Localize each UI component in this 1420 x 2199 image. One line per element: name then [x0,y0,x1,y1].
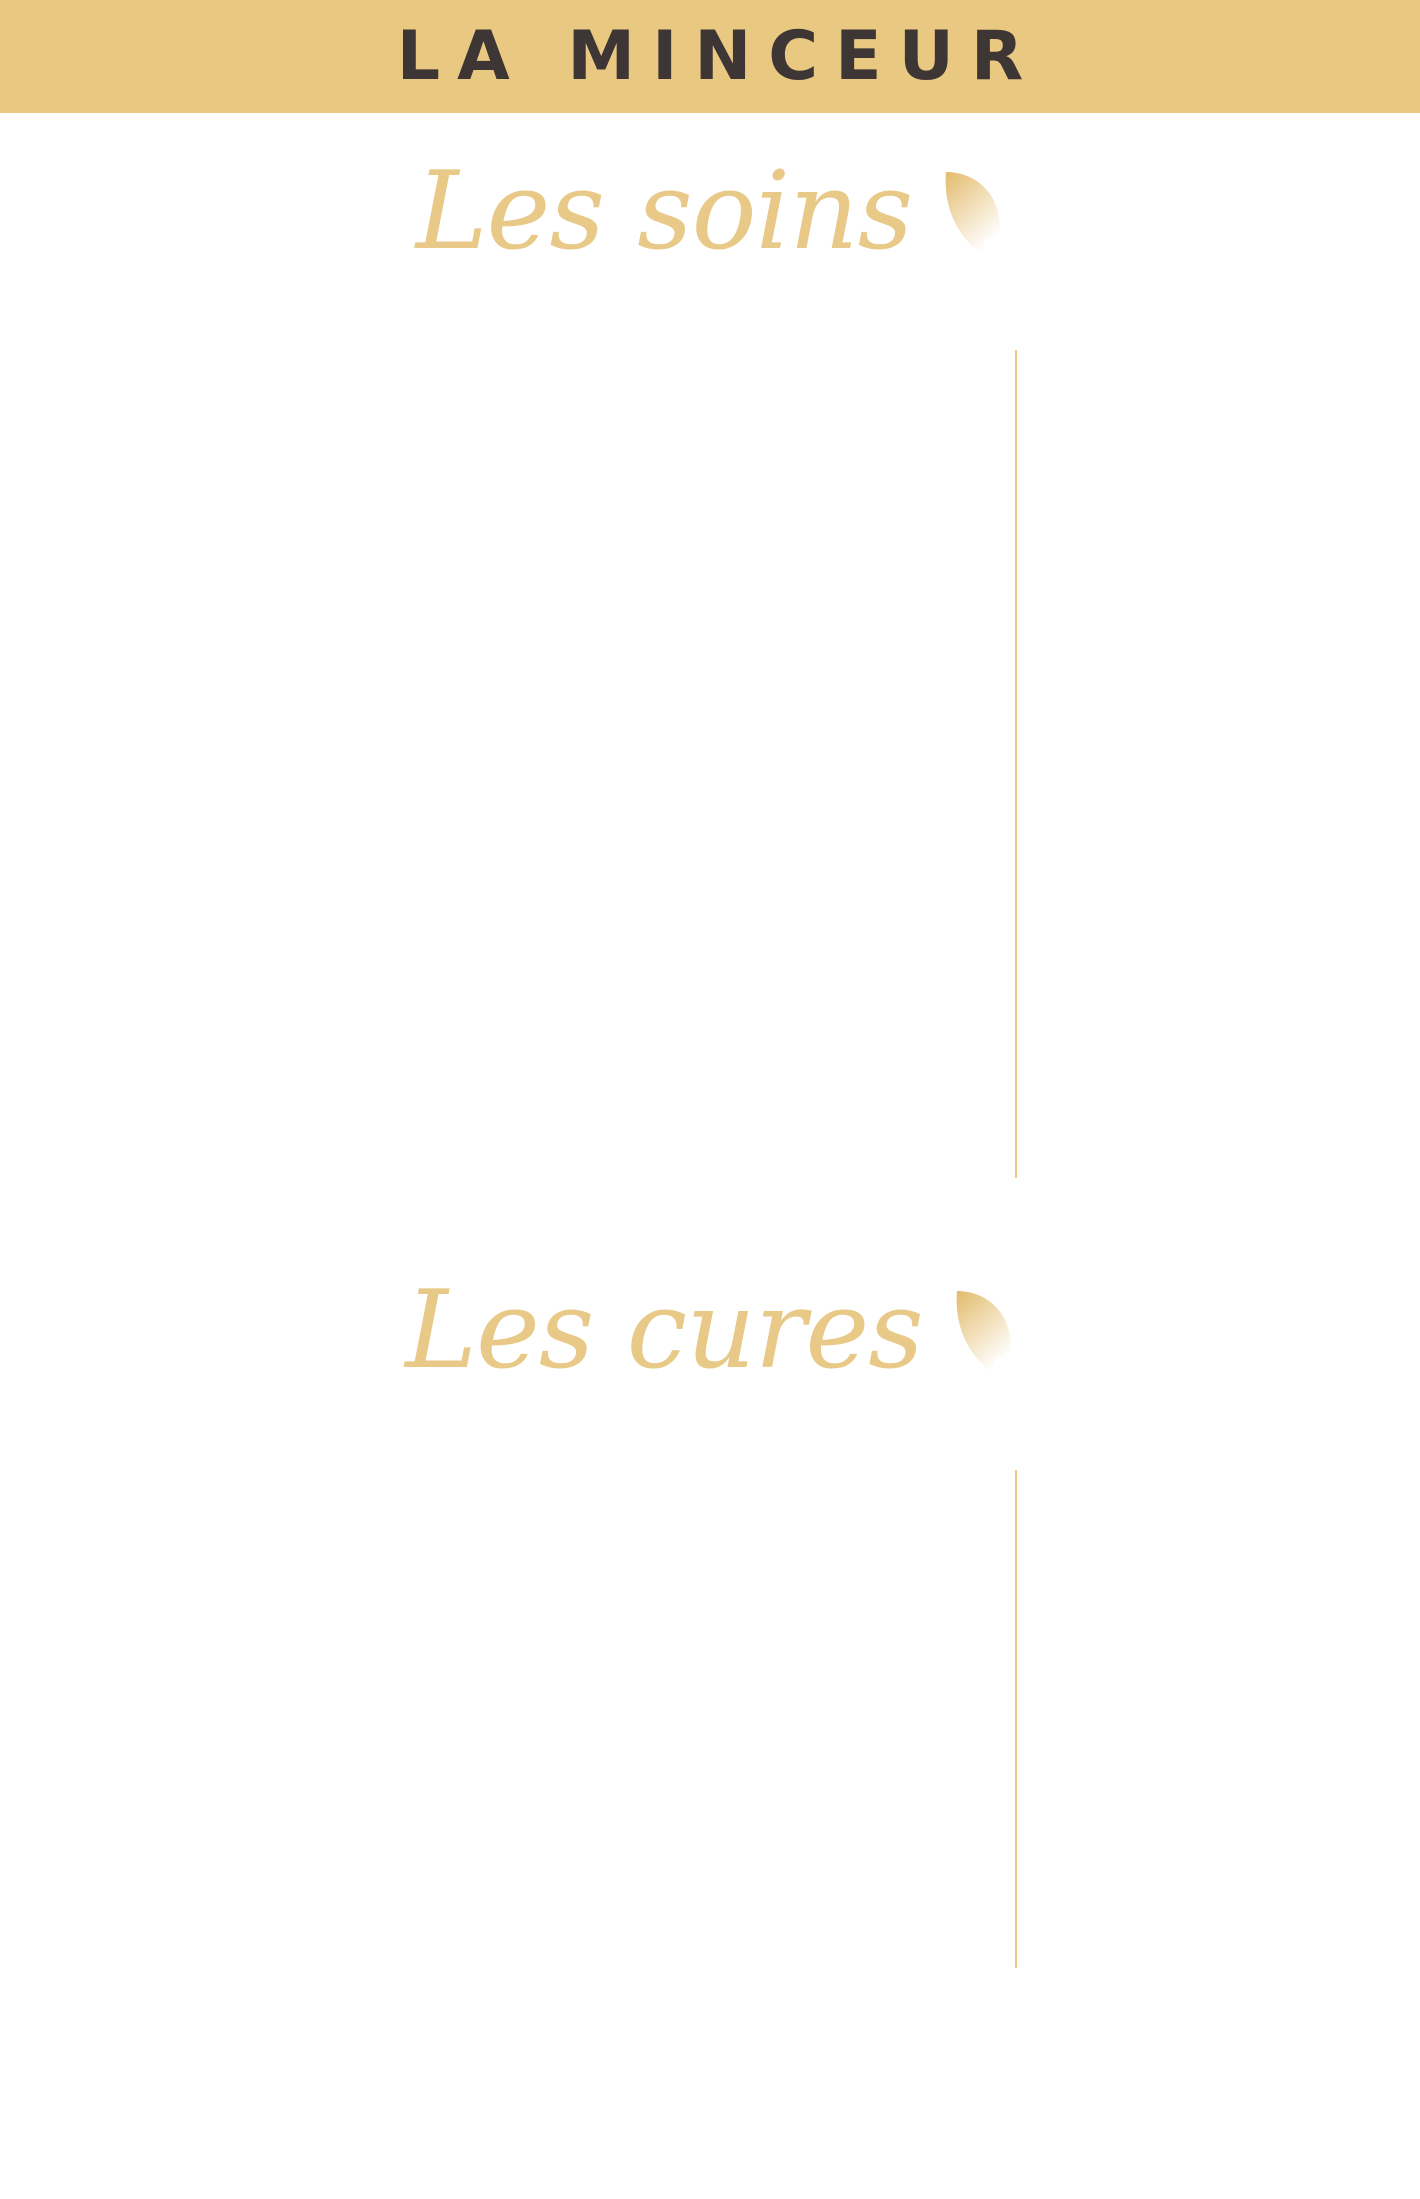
leaf-icon [940,168,1004,256]
divider-cures [1015,1470,1017,1968]
header-band [0,0,1420,113]
page-title: LA MINCEUR [396,16,1041,96]
section-title-soins: Les soins [415,149,913,274]
section-heading-soins [0,149,1420,274]
section-heading-cures [0,1268,1420,1393]
leaf-icon [951,1287,1015,1375]
section-title-cures: Les cures [405,1268,923,1393]
divider-soins [1015,350,1017,1178]
